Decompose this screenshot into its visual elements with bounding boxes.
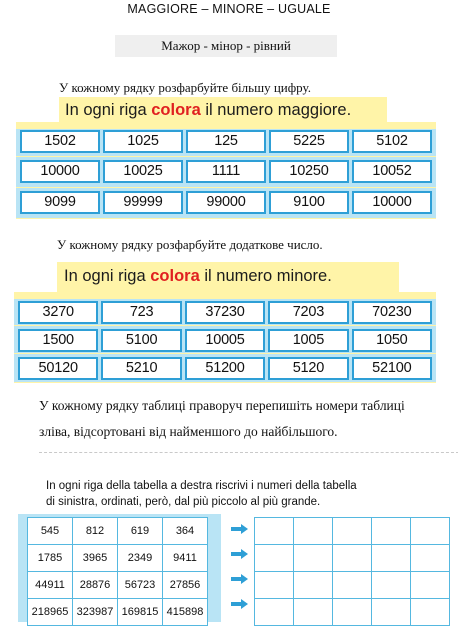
ex1-row-2 [20, 160, 432, 183]
source-cell: 1785 [28, 545, 73, 572]
answer-cell[interactable] [372, 518, 411, 545]
ex2-cell[interactable]: 50120 [18, 357, 98, 380]
source-cell: 9411 [163, 545, 208, 572]
page-subtitle: Мажор - мінор - рівний [115, 35, 337, 57]
answer-cell[interactable] [255, 572, 294, 599]
ex3-source-table [27, 517, 208, 626]
ex2-cell[interactable]: 7203 [268, 301, 348, 324]
ex1-cell[interactable]: 1111 [186, 160, 266, 183]
ex2-cell[interactable]: 1005 [268, 329, 348, 352]
table-row [28, 599, 208, 626]
ex1-cell[interactable]: 1025 [103, 130, 183, 153]
ex1-cell[interactable]: 125 [186, 130, 266, 153]
ex2-cell[interactable]: 5120 [268, 357, 348, 380]
ex2-translation: У кожному рядку розфарбуйте додаткове число. [57, 237, 323, 252]
ex2-cell[interactable]: 10005 [185, 329, 265, 352]
source-cell: 56723 [118, 572, 163, 599]
ex2-cell[interactable]: 51200 [185, 357, 265, 380]
answer-cell[interactable] [372, 545, 411, 572]
ex1-cell[interactable]: 10250 [269, 160, 349, 183]
ex3-translation-line1: У кожному рядку таблиці праворуч перепишіть номери таблиці [39, 398, 405, 413]
ex1-cell[interactable]: 1502 [20, 130, 100, 153]
answer-cell[interactable] [411, 545, 450, 572]
source-cell: 218965 [28, 599, 73, 626]
source-cell: 619 [118, 518, 163, 545]
ex1-cell[interactable]: 10052 [352, 160, 432, 183]
source-cell: 169815 [118, 599, 163, 626]
page-title: MAGGIORE – MINORE – UGUALE [127, 2, 331, 16]
ex2-cell[interactable]: 5210 [101, 357, 181, 380]
answer-cell[interactable] [333, 545, 372, 572]
ex1-cell[interactable]: 5102 [352, 130, 432, 153]
ex2-instruction-post: il numero minore. [199, 267, 332, 285]
ex3-answer-table [254, 517, 450, 626]
divider [39, 452, 458, 453]
table-row [28, 572, 208, 599]
answer-cell[interactable] [255, 518, 294, 545]
ex2-cell[interactable]: 70230 [352, 301, 432, 324]
table-row [28, 518, 208, 545]
ex3-instruction-line1: In ogni riga della tabella a destra riscrivi i numeri della tabella [46, 480, 357, 492]
ex1-cell[interactable]: 9099 [20, 191, 100, 214]
table-row [255, 572, 450, 599]
source-cell: 28876 [73, 572, 118, 599]
ex3-translation-line2: зліва, відсортовані від найменшого до найбільшого. [39, 424, 338, 439]
ex1-instruction-bold: colora [151, 101, 201, 119]
ex1-cell[interactable]: 5225 [269, 130, 349, 153]
answer-cell[interactable] [294, 518, 333, 545]
table-row [255, 545, 450, 572]
source-cell: 812 [73, 518, 118, 545]
table-row [255, 599, 450, 626]
ex1-row-3 [20, 191, 432, 214]
table-row [255, 518, 450, 545]
ex1-cell[interactable]: 10025 [103, 160, 183, 183]
arrow-right-icon [231, 524, 248, 534]
ex2-instruction-pre: In ogni riga [64, 267, 151, 285]
ex3-instruction-line2: di sinistra, ordinati, però, dal più piccolo al più grande. [46, 496, 321, 508]
ex1-cell[interactable]: 10000 [20, 160, 100, 183]
arrow-right-icon [231, 599, 248, 609]
ex1-instruction-pre: In ogni riga [65, 101, 152, 119]
source-cell: 545 [28, 518, 73, 545]
ex2-row-1 [18, 301, 432, 324]
answer-cell[interactable] [333, 599, 372, 626]
ex2-row-3 [18, 357, 432, 380]
source-cell: 2349 [118, 545, 163, 572]
ex2-row-2 [18, 329, 432, 352]
arrow-right-icon [231, 574, 248, 584]
ex2-cell[interactable]: 1500 [18, 329, 98, 352]
ex2-cell[interactable]: 723 [101, 301, 181, 324]
answer-cell[interactable] [411, 599, 450, 626]
answer-cell[interactable] [333, 518, 372, 545]
answer-cell[interactable] [255, 545, 294, 572]
ex2-cell[interactable]: 3270 [18, 301, 98, 324]
ex2-cell[interactable]: 1050 [352, 329, 432, 352]
ex2-cell[interactable]: 52100 [352, 357, 432, 380]
source-cell: 27856 [163, 572, 208, 599]
ex2-instruction-bold: colora [150, 267, 200, 285]
answer-cell[interactable] [294, 572, 333, 599]
ex1-cell[interactable]: 99999 [103, 191, 183, 214]
ex2-instruction [64, 265, 332, 287]
answer-cell[interactable] [372, 572, 411, 599]
answer-cell[interactable] [333, 572, 372, 599]
answer-cell[interactable] [411, 518, 450, 545]
source-cell: 44911 [28, 572, 73, 599]
arrow-right-icon [231, 549, 248, 559]
ex1-instruction [65, 99, 351, 121]
ex1-cell[interactable]: 9100 [269, 191, 349, 214]
answer-cell[interactable] [372, 599, 411, 626]
answer-cell[interactable] [411, 572, 450, 599]
answer-cell[interactable] [255, 599, 294, 626]
table-row [28, 545, 208, 572]
answer-cell[interactable] [294, 545, 333, 572]
answer-cell[interactable] [294, 599, 333, 626]
ex1-instruction-post: il numero maggiore. [200, 101, 352, 119]
source-cell: 3965 [73, 545, 118, 572]
ex2-cell[interactable]: 5100 [101, 329, 181, 352]
ex1-cell[interactable]: 99000 [186, 191, 266, 214]
ex1-translation: У кожному рядку розфарбуйте більшу цифру. [59, 80, 311, 95]
ex1-cell[interactable]: 10000 [352, 191, 432, 214]
ex1-row-1 [20, 130, 432, 153]
source-cell: 415898 [163, 599, 208, 626]
source-cell: 364 [163, 518, 208, 545]
ex2-cell[interactable]: 37230 [185, 301, 265, 324]
source-cell: 323987 [73, 599, 118, 626]
